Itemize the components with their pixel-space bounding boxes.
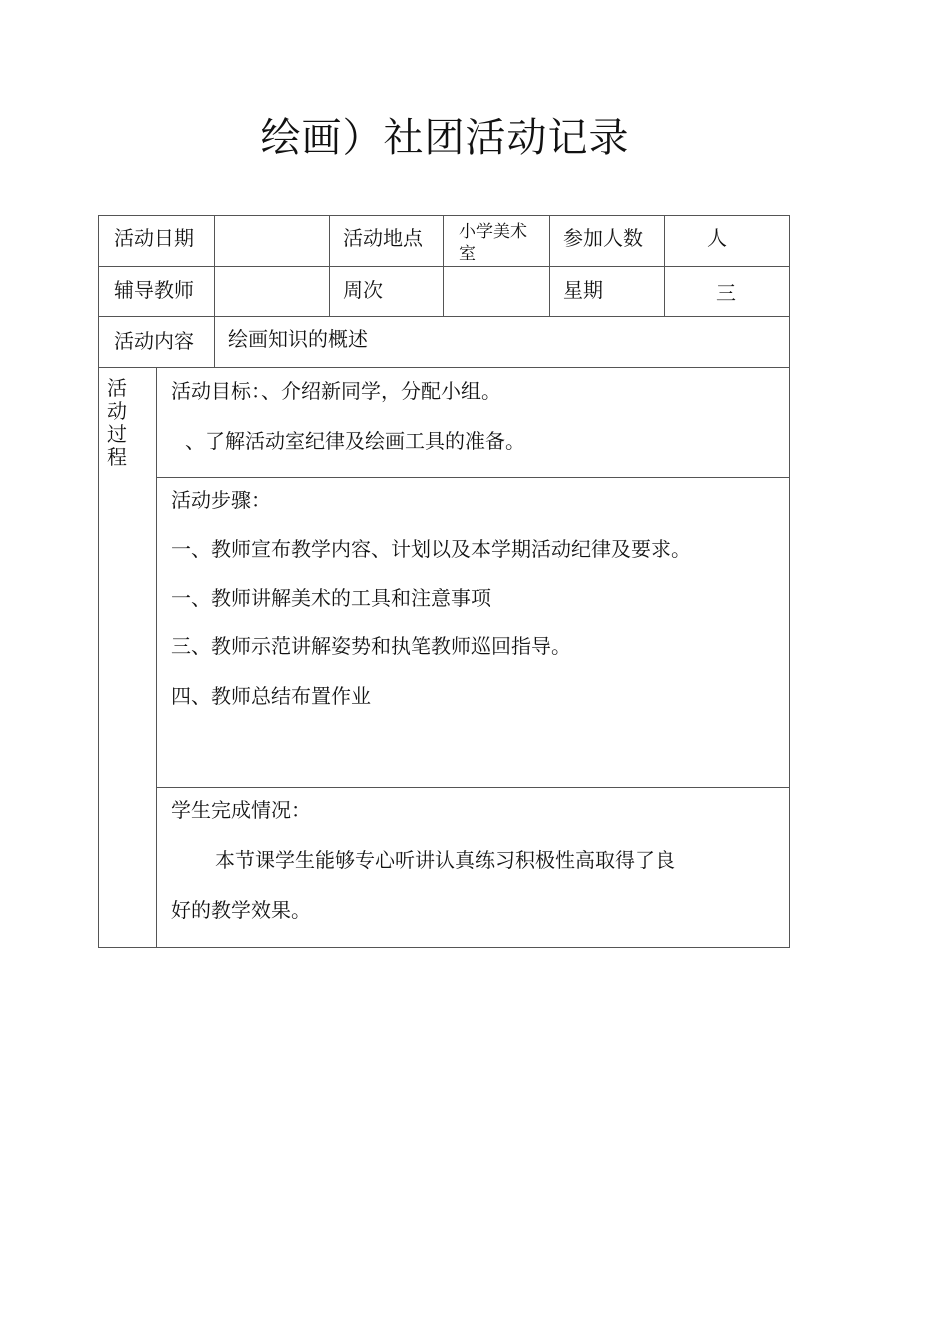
column-divider [549, 215, 550, 317]
activity-content-label: 活动内容 [114, 329, 194, 353]
activity-goals-line-2: 、了解活动室纪律及绘画工具的准备。 [185, 429, 525, 453]
table-border-left [98, 215, 99, 948]
table-border-top [98, 215, 790, 216]
table-row-divider [98, 316, 790, 317]
activity-step-item: 三、教师示范讲解姿势和执笔教师巡回指导。 [171, 634, 571, 658]
column-divider [443, 215, 444, 317]
activity-process-label: 活动过程 [107, 376, 127, 469]
participants-label: 参加人数 [563, 226, 643, 250]
column-divider [214, 215, 215, 367]
participants-value: 人 [707, 226, 727, 250]
activity-location-value: 小学美术室 [459, 222, 527, 264]
weekday-label: 星期 [563, 278, 603, 302]
activity-content-value: 绘画知识的概述 [228, 327, 368, 351]
completion-heading: 学生完成情况： [171, 798, 311, 822]
column-divider [664, 215, 665, 317]
table-border-bottom [98, 947, 790, 948]
activity-location-label: 活动地点 [343, 226, 423, 250]
page-title: 绘画）社团活动记录 [260, 115, 630, 161]
completion-text-line-2: 好的教学效果。 [171, 898, 311, 922]
activity-goals-line-1: 活动目标：、介绍新同学，分配小组。 [171, 379, 501, 403]
activity-step-item: 四、教师总结布置作业 [171, 684, 371, 708]
activity-step-item: 一、教师讲解美术的工具和注意事项 [171, 586, 491, 610]
activity-step-item: 一、教师宣布教学内容、计划以及本学期活动纪律及要求。 [171, 537, 691, 561]
weekday-value: 三 [716, 281, 736, 305]
table-border-right [789, 215, 790, 948]
activity-steps-heading: 活动步骤： [171, 488, 271, 512]
completion-text-line-1: 本节课学生能够专心听讲认真练习积极性高取得了良 [215, 848, 675, 872]
column-divider [329, 215, 330, 317]
week-number-label: 周次 [343, 278, 383, 302]
section-divider [156, 787, 790, 788]
activity-date-label: 活动日期 [114, 226, 194, 250]
process-column-divider [156, 367, 157, 948]
table-row-divider [98, 367, 790, 368]
instructor-label: 辅导教师 [114, 278, 194, 302]
table-row-divider [98, 266, 790, 267]
section-divider [156, 477, 790, 478]
